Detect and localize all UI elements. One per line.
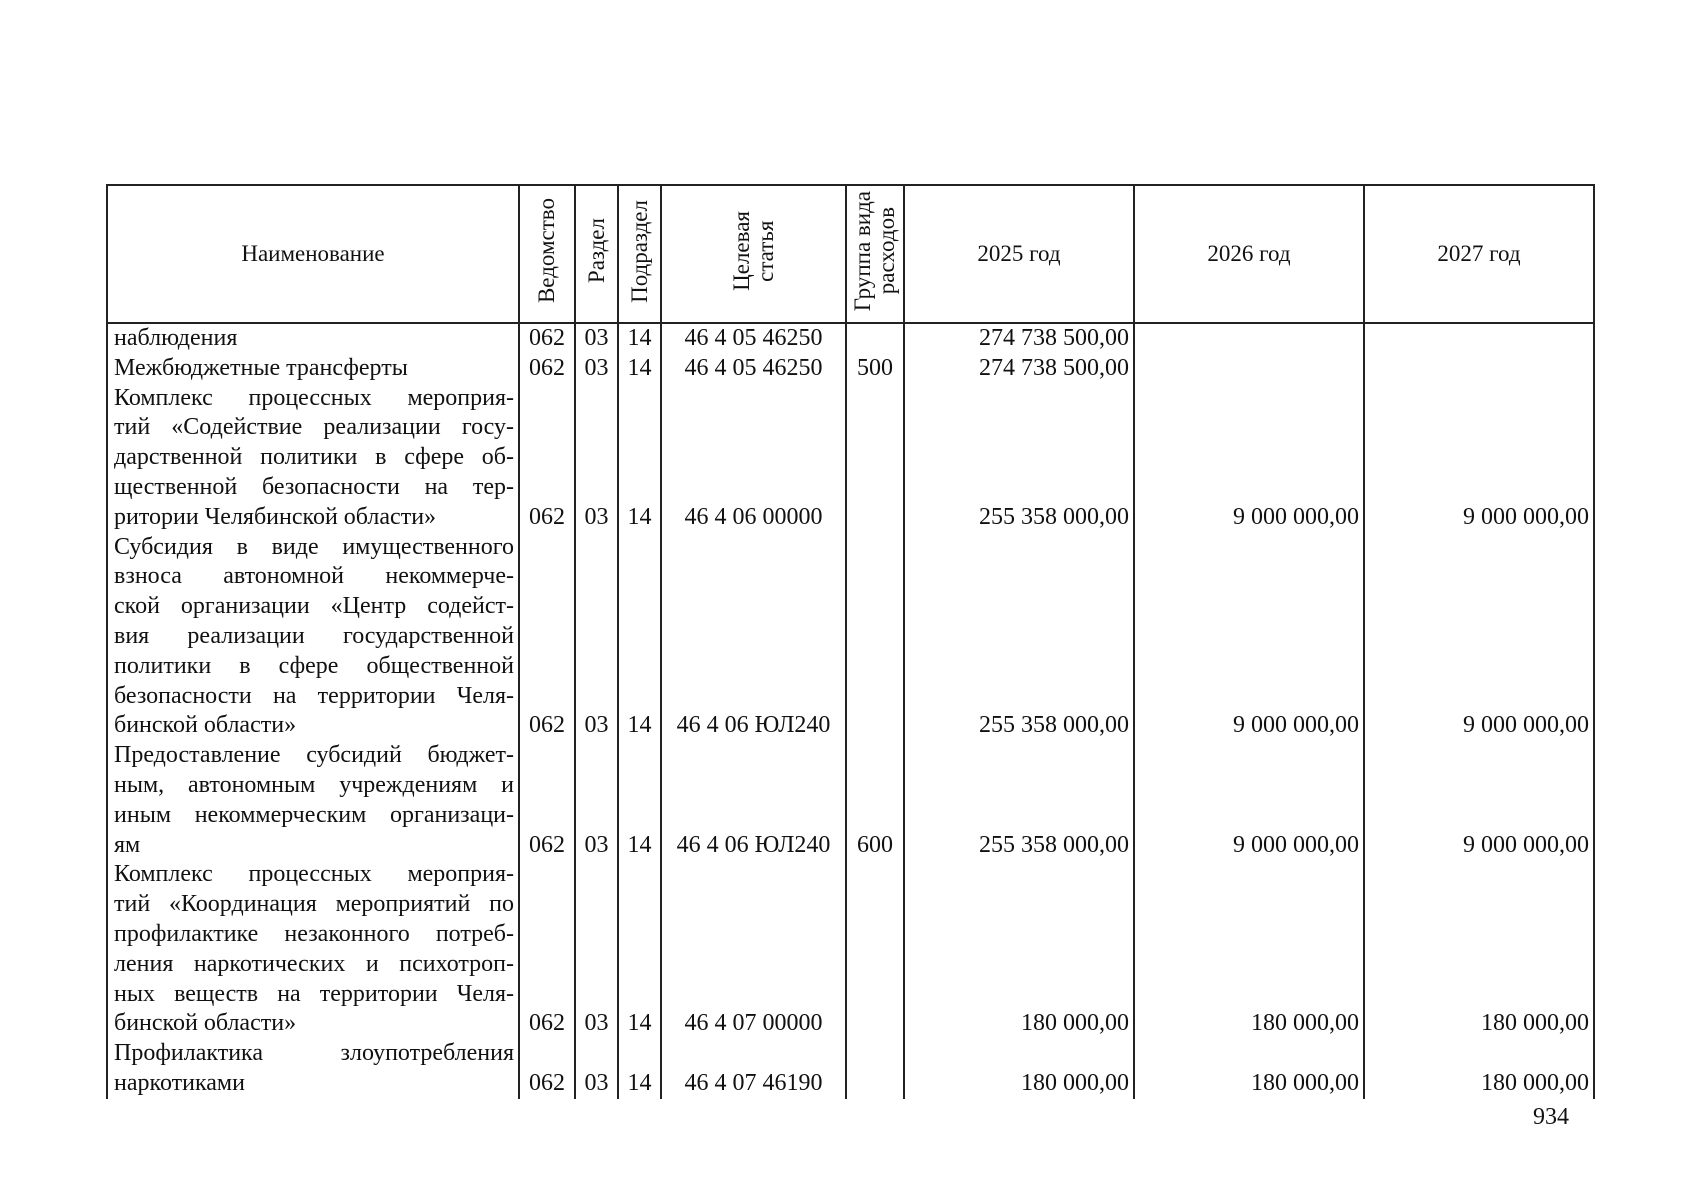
row-name xyxy=(107,354,519,384)
row-section: 03 xyxy=(575,1039,618,1099)
row-name-line: Межбюджетные трансферты xyxy=(114,354,408,381)
table-row xyxy=(107,1039,1594,1099)
row-name-line: безопасности на территории Челя- xyxy=(114,682,514,709)
header-subsection-label: Подраздел xyxy=(626,199,652,303)
header-target-article-line1: Целевая xyxy=(728,211,754,291)
table-row xyxy=(107,533,1594,742)
header-expense-group xyxy=(846,185,904,323)
row-subsection: 14 xyxy=(618,860,661,1039)
table-row xyxy=(107,354,1594,384)
row-amount-2026: 9 000 000,00 xyxy=(1134,533,1364,742)
row-name-line: Предоставление субсидий бюджет- xyxy=(114,742,514,769)
row-name xyxy=(107,384,519,533)
row-amount-2025: 274 738 500,00 xyxy=(904,323,1134,354)
header-department-label: Ведомство xyxy=(534,198,559,304)
row-amount-2027: 180 000,00 xyxy=(1364,1039,1594,1099)
row-amount-2026 xyxy=(1134,354,1364,384)
row-name-line: бинской области» xyxy=(114,1010,297,1037)
table-row xyxy=(107,860,1594,1039)
row-name-line: тий «Содействие реализации госу- xyxy=(114,414,514,441)
row-name xyxy=(107,1039,519,1099)
row-amount-2027 xyxy=(1364,354,1594,384)
row-name xyxy=(107,860,519,1039)
row-name-line: Комплекс процессных мероприя- xyxy=(114,384,514,411)
header-target-article-line2: статья xyxy=(752,220,778,282)
row-subsection: 14 xyxy=(618,323,661,354)
header-expense-group-line2: расходов xyxy=(874,207,899,295)
row-expense-group: 500 xyxy=(846,354,904,384)
header-year-2026: 2026 год xyxy=(1134,185,1364,323)
row-department: 062 xyxy=(519,323,575,354)
row-subsection: 14 xyxy=(618,384,661,533)
row-expense-group xyxy=(846,323,904,354)
header-section-label: Раздел xyxy=(583,218,609,284)
row-amount-2026 xyxy=(1134,323,1364,354)
row-name-line: наблюдения xyxy=(114,325,238,351)
table-row xyxy=(107,741,1594,860)
header-department xyxy=(519,185,575,323)
row-name-line: взноса автономной некоммерче- xyxy=(114,563,514,590)
page-number: 934 xyxy=(1533,1104,1569,1130)
row-department: 062 xyxy=(519,860,575,1039)
row-section: 03 xyxy=(575,860,618,1039)
row-name-line: Профилактика злоупотребления xyxy=(114,1040,514,1067)
row-target-article: 46 4 06 ЮЛ240 xyxy=(661,533,846,742)
row-department: 062 xyxy=(519,354,575,384)
header-name: Наименование xyxy=(107,185,519,323)
header-section xyxy=(575,185,618,323)
row-name-line: ных веществ на территории Челя- xyxy=(114,980,514,1007)
row-name-line: иным некоммерческим организаци- xyxy=(114,801,514,828)
row-amount-2025: 255 358 000,00 xyxy=(904,533,1134,742)
row-amount-2025: 255 358 000,00 xyxy=(904,741,1134,860)
row-subsection: 14 xyxy=(618,533,661,742)
row-section: 03 xyxy=(575,354,618,384)
row-expense-group xyxy=(846,533,904,742)
row-amount-2026: 180 000,00 xyxy=(1134,860,1364,1039)
row-name-line: ям xyxy=(114,831,141,858)
row-name-line: Комплекс процессных мероприя- xyxy=(114,861,514,888)
row-amount-2027 xyxy=(1364,323,1594,354)
row-name xyxy=(107,533,519,742)
budget-table xyxy=(106,184,1595,1099)
row-amount-2027: 180 000,00 xyxy=(1364,860,1594,1039)
row-name-line: бинской области» xyxy=(114,712,297,739)
row-expense-group xyxy=(846,1039,904,1099)
row-name-line: ской организации «Центр содейст- xyxy=(114,593,514,620)
row-section: 03 xyxy=(575,533,618,742)
row-amount-2026: 9 000 000,00 xyxy=(1134,741,1364,860)
row-target-article: 46 4 07 00000 xyxy=(661,860,846,1039)
row-department: 062 xyxy=(519,384,575,533)
row-expense-group xyxy=(846,384,904,533)
row-subsection: 14 xyxy=(618,354,661,384)
row-expense-group xyxy=(846,860,904,1039)
row-department: 062 xyxy=(519,1039,575,1099)
row-target-article: 46 4 05 46250 xyxy=(661,323,846,354)
row-name-line: дарственной политики в сфере об- xyxy=(114,444,514,471)
row-amount-2026: 9 000 000,00 xyxy=(1134,384,1364,533)
row-name-line: ным, автономным учреждениям и xyxy=(114,771,514,798)
table-row xyxy=(107,323,1594,354)
header-year-2025: 2025 год xyxy=(904,185,1134,323)
row-section: 03 xyxy=(575,384,618,533)
row-name-line: ритории Челябинской области» xyxy=(114,503,437,530)
table-body xyxy=(107,323,1594,1099)
table-row xyxy=(107,384,1594,533)
row-amount-2025: 180 000,00 xyxy=(904,1039,1134,1099)
header-target-article xyxy=(661,185,846,323)
row-amount-2025: 255 358 000,00 xyxy=(904,384,1134,533)
header-year-2027: 2027 год xyxy=(1364,185,1594,323)
row-target-article: 46 4 06 00000 xyxy=(661,384,846,533)
row-amount-2026: 180 000,00 xyxy=(1134,1039,1364,1099)
row-amount-2027: 9 000 000,00 xyxy=(1364,384,1594,533)
row-section: 03 xyxy=(575,741,618,860)
row-amount-2025: 180 000,00 xyxy=(904,860,1134,1039)
row-subsection: 14 xyxy=(618,1039,661,1099)
row-target-article: 46 4 07 46190 xyxy=(661,1039,846,1099)
row-name-line: политики в сфере общественной xyxy=(114,652,514,679)
row-subsection: 14 xyxy=(618,741,661,860)
row-target-article: 46 4 06 ЮЛ240 xyxy=(661,741,846,860)
row-department: 062 xyxy=(519,741,575,860)
row-name-line: тий «Координация мероприятий по xyxy=(114,891,514,918)
row-department: 062 xyxy=(519,533,575,742)
row-name xyxy=(107,741,519,860)
row-name-line: наркотиками xyxy=(114,1069,245,1096)
row-amount-2025: 274 738 500,00 xyxy=(904,354,1134,384)
header-subsection xyxy=(618,185,661,323)
header-row xyxy=(107,185,1594,323)
row-amount-2027: 9 000 000,00 xyxy=(1364,533,1594,742)
row-expense-group: 600 xyxy=(846,741,904,860)
row-name-line: вия реализации государственной xyxy=(114,622,514,649)
row-name-line: ления наркотических и психотроп- xyxy=(114,950,514,977)
row-name-line: Субсидия в виде имущественного xyxy=(114,533,514,560)
row-name-line: профилактике незаконного потреб- xyxy=(114,920,514,947)
header-expense-group-line1: Группа вида xyxy=(850,190,875,312)
row-name xyxy=(107,323,519,354)
row-name-line: щественной безопасности на тер- xyxy=(114,473,514,500)
row-amount-2027: 9 000 000,00 xyxy=(1364,741,1594,860)
row-target-article: 46 4 05 46250 xyxy=(661,354,846,384)
row-section: 03 xyxy=(575,323,618,354)
